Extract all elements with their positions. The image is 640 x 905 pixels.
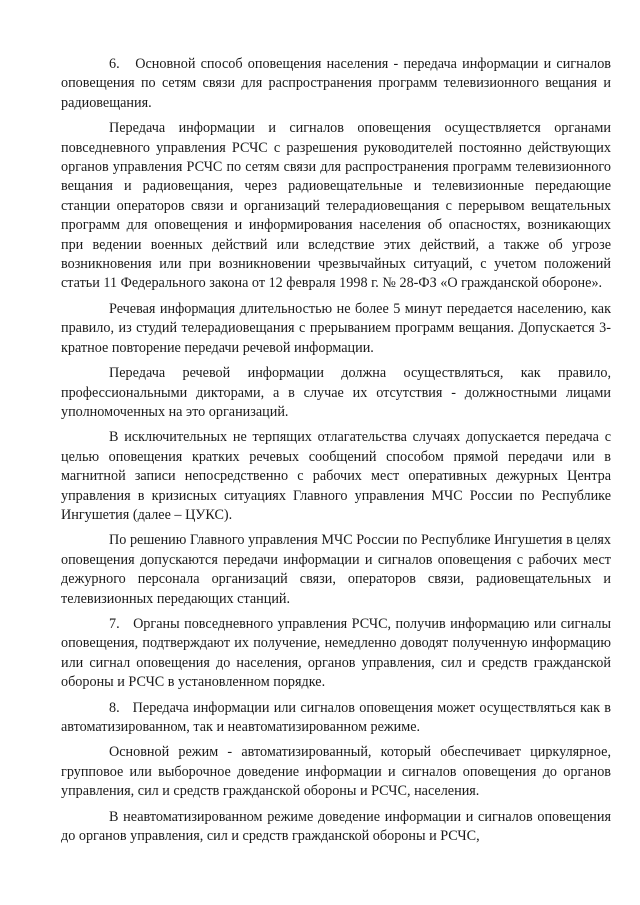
paragraph-item-7: 7. Органы повседневного управления РСЧС, получив информацию или сигналы оповещения, подтверждают их получение, немедленно доводят полученную информацию или сигнал оповещения до населения, органов управления, сил и средств гражданской обороны и РСЧС в установленном порядке. xyxy=(61,615,611,691)
paragraph-item-8: 8. Передача информации или сигналов оповещения может осуществляться как в автоматизированном, так и неавтоматизированном режиме. xyxy=(61,699,611,735)
paragraph-decision-main-directorate: По решению Главного управления МЧС России по Республике Ингушетия в целях оповещения допускаются передачи информации и сигналов оповещения с рабочих мест дежурного персонала организаций связи, операторов связи, радиовещательных и телевизионных передающих станций. xyxy=(61,532,611,607)
paragraph-item-6: 6. Основной способ оповещения населения - передача информации и сигналов оповещения по сетям связи для распространения программ телевизионного вещания и радиовещания. xyxy=(61,56,611,111)
paragraph-exceptional-cases: В исключительных не терпящих отлагательства случаях допускается передача с целью оповещения кратких речевых сообщений способом прямой передачи или в магнитной записи непосредственно с рабочих мест оперативных дежурных Центра управления в кризисных ситуациях Главного управления МЧС России по Республике Ингушетия (далее – ЦУКС). xyxy=(61,429,611,523)
paragraph-announcers: Передача речевой информации должна осуществляться, как правило, профессиональными дикторами, а в случае их отсутствия - должностными лицами уполномоченных на это организаций. xyxy=(61,365,611,420)
paragraph-non-automated-mode: В неавтоматизированном режиме доведение информации и сигналов оповещения до органов управления, сил и средств гражданской обороны и РСЧС, xyxy=(61,808,611,845)
paragraph-transmission-bodies: Передача информации и сигналов оповещения осуществляется органами повседневного управления РСЧС с разрешения руководителей постоянно действующих органов управления РСЧС по сетям связи для распространения программ телевизионного вещания и радиовещания, через радиовещательные и телевизионные передающие станции операторов связи и организаций телерадиовещания с перерывом вещательных программ для оповещения и информирования населения об опасностях, возникающих при ведении военных действий или вследствие этих действий, а также об угрозе возникновения или при возникновении чрезвычайных ситуаций, с учетом положений статьи 11 Федерального закона от 12 февраля 1998 г. № 28-ФЗ «О гражданской обороне». xyxy=(61,120,611,292)
paragraph-automated-mode: Основной режим - автоматизированный, который обеспечивает циркулярное, групповое или выборочное доведение информации и сигналов оповещения до органов управления, сил и средств гражданской обороны и РСЧС, населения. xyxy=(61,744,611,800)
document-body xyxy=(61,55,611,852)
paragraph-speech-duration: Речевая информация длительностью не более 5 минут передается населению, как правило, из студий телерадиовещания с прерыванием программ вещания. Допускается 3-кратное повторение передачи речевой информации. xyxy=(61,300,611,356)
